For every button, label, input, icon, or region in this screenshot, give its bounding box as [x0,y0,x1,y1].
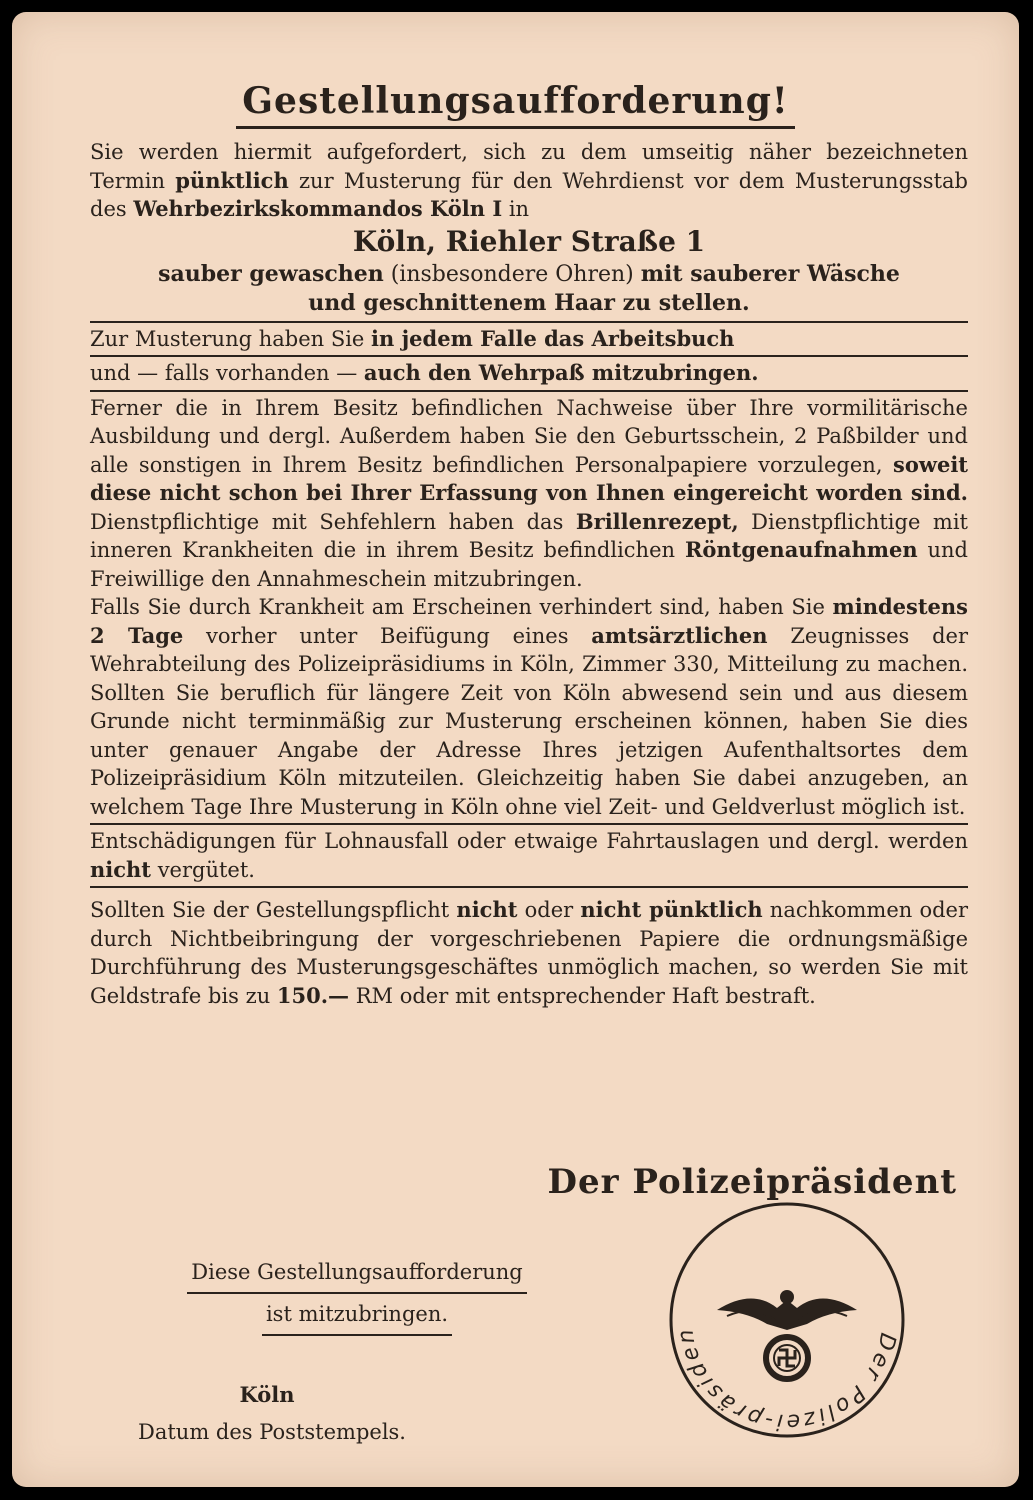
penalty-text-a: Sollten Sie der Gestellungspflicht [90,898,457,922]
documents-bold-glasses: Brillenrezept, [575,508,739,534]
intro-text-a: Sie werden hiermit aufgefordert, sich zu dem umseitig näher bezeichneten Termin [90,140,968,193]
wehrpass-paragraph [90,359,968,388]
hygiene-bold-haircut: und geschnittenem Haar zu stellen. [308,290,750,316]
documents-paragraph [90,394,968,594]
divider-rule [90,355,968,357]
official-stamp [667,1200,907,1440]
divider-rule [90,390,968,392]
hygiene-bold-washed: sauber gewaschen [158,260,384,287]
workbook-bold: in jedem Falle das Arbeitsbuch [371,325,735,351]
bring-notice-line1: Diese Gestellungsaufforderung [187,1252,526,1294]
hygiene-paragraph [90,260,968,319]
penalty-paragraph [90,896,968,1010]
workbook-text: Zur Musterung haben Sie [90,326,372,351]
illness-bold-medical: amtsärztlichen [591,622,768,648]
hygiene-text-ears: (insbesondere Ohren) [383,261,641,287]
illness-text-c: Zeugnisses der Wehrabteilung des Polizeipräsidiums in Köln, Zimmer 330, Mitteilung zu machen. Sollten Sie beruflich für längere Zeit von Köln abwesend sein und aus diesem Grunde nicht terminmäßig zur Musterung erscheinen können, haben Sie dies unter genauer Angabe der Adresse Ihres jetzigen Aufenthaltsortes dem Polizeipräsidium Köln mitzuteilen. Gleichzeitig haben Sie dabei anzugeben, an welchem Tage Ihre Musterung in Köln ohne viel Zeit- und Geldverlust möglich ist. [90,623,968,819]
intro-text-c: in [502,197,530,221]
penalty-text-c: nachkommen oder durch Nichtbeibringung der vorgeschriebenen Papiere die ordnungsmäßige Durchführung des Musterungsgeschäftes unmöglich machen, so werden Sie mit Geldstrafe bis zu [90,898,969,1008]
intro-paragraph [90,138,968,224]
penalty-text-d: RM oder mit entsprechender Haft bestraft. [349,983,816,1008]
bring-notice [142,1252,572,1336]
documents-text-b: Dienstpflichtige mit Sehfehlern haben das [90,509,576,534]
notice-body [90,138,968,1010]
divider-rule [90,823,968,825]
address-heading: Köln, Riehler Straße 1 [352,224,706,258]
documents-text-a: Ferner die in Ihrem Besitz befindlichen Nachweise über Ihre vormilitärische Ausbildung und dergl. Außerdem haben Sie den Geburtsschein, 2 Paßbilder und alle sonstigen in Ihrem Besitz befindlichen Personalpapiere vorzulegen, [90,395,968,477]
intro-bold-punctual: pünktlich [175,167,289,193]
intro-text-b: zur Musterung für den Wehrdienst vor dem Musterungsstab des [90,168,968,221]
penalty-bold-not: nicht [456,897,518,922]
penalty-bold-amount: 150.— [276,982,350,1008]
signature-line: Der Polizeipräsident [547,1162,957,1202]
wehrpass-bold: auch den Wehrpaß mitzubringen. [363,360,759,385]
compensation-bold-not: nicht [90,856,152,882]
illness-paragraph [90,593,968,821]
illness-text-a: Falls Sie durch Krankheit am Erscheinen verhindert sind, haben Sie [90,595,833,619]
divider-rule [90,321,968,323]
documents-text-c: Dienstpflichtige mit inneren Krankheiten die in ihrem Besitz befindlichen [90,509,968,562]
draft-notice-card [12,12,1019,1487]
penalty-text-b: oder [517,898,581,922]
penalty-bold-not-punctual: nicht pünktlich [580,897,763,922]
workbook-paragraph [90,325,968,354]
intro-bold-command: Wehrbezirkskommandos Köln I [133,196,503,221]
compensation-paragraph [90,827,968,884]
stamp-text: Der Polizei-präsiden [673,1324,901,1435]
city-label: Köln [239,1382,295,1407]
documents-text-d: und Freiwillige den Annahmeschein mitzubringen. [90,538,968,591]
compensation-text-a: Entschädigungen für Lohnausfall oder etwaige Fahrtauslagen und dergl. werden [90,829,968,853]
illness-text-b: vorher unter Beifügung eines [183,623,592,648]
hygiene-bold-laundry: mit sauberer Wäsche [640,260,900,287]
eagle-stamp-icon [667,1200,907,1440]
documents-bold-submitted: soweit diese nicht schon bei Ihrer Erfassung von Ihnen eingereicht worden sind. [90,451,968,505]
illness-bold-days: mindestens 2 Tage [90,594,968,648]
divider-rule [90,886,968,888]
document-title [12,80,1019,129]
postmark-date-label: Datum des Poststempels. [138,1420,406,1444]
documents-bold-xray: Röntgenaufnahmen [684,537,918,562]
compensation-text-b: vergütet. [151,857,255,882]
wehrpass-text: und — falls vorhanden — [90,361,364,385]
bring-notice-line2: ist mitzubringen. [262,1294,452,1336]
document-title-text: Gestellungsaufforderung! [236,80,794,129]
